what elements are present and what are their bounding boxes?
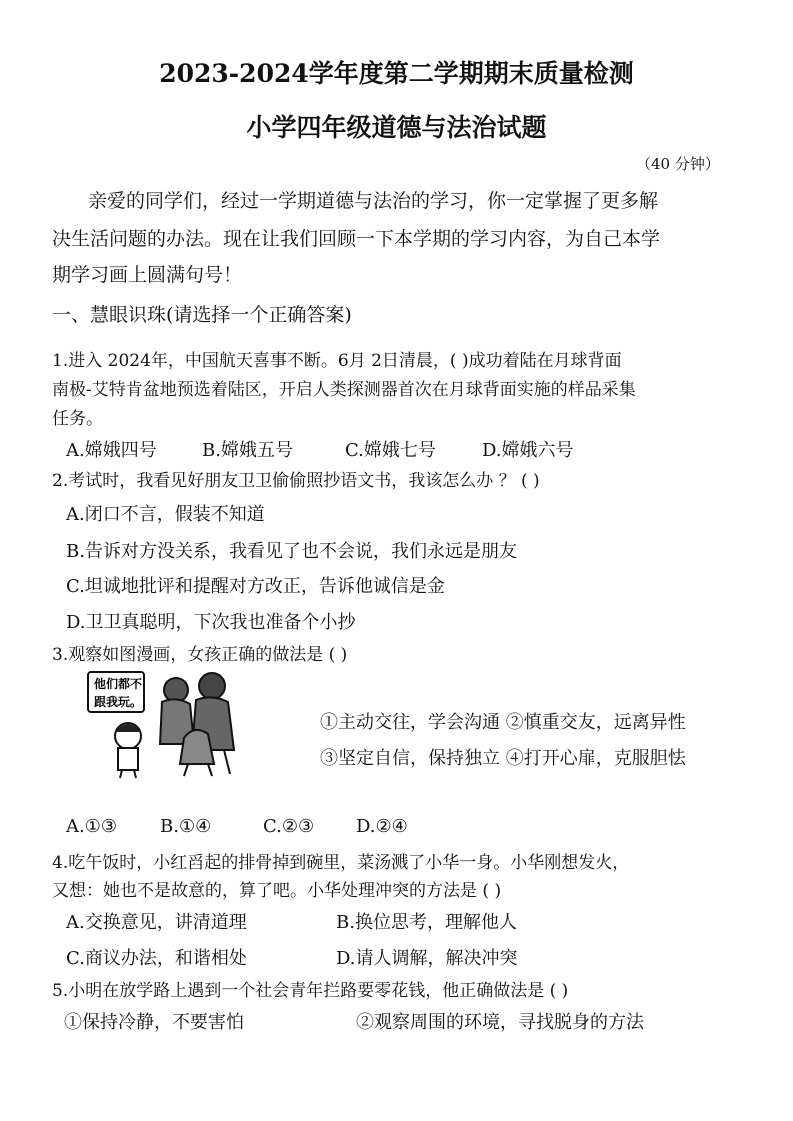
q2-option-c: C.坦诚地批评和提醒对方改正，告诉他诚信是金 xyxy=(66,576,445,597)
q4-line-1: 4.吃午饭时，小红舀起的排骨掉到碗里，菜汤溅了小华一身。小华刚想发火， xyxy=(52,853,630,873)
q3-choices-line-1: ①主动交往，学会沟通 ②慎重交友，远离异性 xyxy=(320,712,686,733)
exam-duration: （40 分钟） xyxy=(636,155,720,173)
q4-option-d: D.请人调解，解决冲突 xyxy=(336,948,518,969)
section-heading: 一、慧眼识珠(请选择一个正确答案) xyxy=(52,304,352,326)
q1-option-c: C.嫦娥七号 xyxy=(345,440,436,461)
q1-line-1: 1.进入 2024年，中国航天喜事不断。6月 2日清晨，( )成功着陆在月球背面 xyxy=(52,351,622,371)
q4-option-c: C.商议办法，和谐相处 xyxy=(66,948,247,969)
q4-option-b: B.换位思考，理解他人 xyxy=(336,912,517,933)
q1-line-2: 南极-艾特肯盆地预选着陆区，开启人类探测器首次在月球背面实施的样品采集 xyxy=(52,380,636,400)
bubble-text-line-2: 跟我玩。 xyxy=(94,695,143,709)
q2-option-d: D.卫卫真聪明，下次我也准备个小抄 xyxy=(66,612,356,633)
q3-option-b: B.①④ xyxy=(160,816,212,837)
q3-option-a: A.①③ xyxy=(66,816,117,837)
q3-choices-line-2: ③坚定自信，保持独立 ④打开心扉，克服胆怯 xyxy=(320,748,686,769)
q5-stem: 5.小明在放学路上遇到一个社会青年拦路要零花钱，他正确做法是 ( ) xyxy=(52,981,569,1001)
exam-title: 2023-2024学年度第二学期期末质量检测 xyxy=(159,59,634,88)
intro-line-1: 亲爱的同学们，经过一学期道德与法治的学习，你一定掌握了更多解 xyxy=(88,190,659,212)
q1-option-a: A.嫦娥四号 xyxy=(66,440,157,461)
intro-line-2: 决生活问题的办法。现在让我们回顾一下本学期的学习内容，为自己本学 xyxy=(52,228,661,250)
q5-choice-1: ①保持冷静，不要害怕 xyxy=(64,1012,244,1033)
q2-option-b: B.告诉对方没关系，我看见了也不会说，我们永远是朋友 xyxy=(66,541,517,562)
q2-option-a: A.闭口不言，假装不知道 xyxy=(66,504,265,525)
exam-subtitle: 小学四年级道德与法治试题 xyxy=(246,113,547,142)
intro-line-3: 期学习画上圆满句号！ xyxy=(52,264,243,286)
q1-option-d: D.嫦娥六号 xyxy=(482,440,574,461)
q3-option-d: D.②④ xyxy=(356,816,408,837)
q4-option-a: A.交换意见，讲清道理 xyxy=(66,912,247,933)
q4-line-2: 又想：她也不是故意的，算了吧。小华处理冲突的方法是 ( ) xyxy=(52,881,502,901)
q3-option-c: C.②③ xyxy=(263,816,315,837)
q2-stem: 2.考试时，我看见好朋友卫卫偷偷照抄语文书，我该怎么办 ？ ( ) xyxy=(52,471,540,491)
bubble-text-line-1: 他们都不 xyxy=(94,677,143,691)
q1-option-b: B.嫦娥五号 xyxy=(202,440,293,461)
comic-illustration xyxy=(84,668,254,780)
q3-stem: 3.观察如图漫画，女孩正确的做法是 ( ) xyxy=(52,645,348,665)
q1-line-3: 任务。 xyxy=(52,409,103,429)
q5-choice-2: ②观察周围的环境，寻找脱身的方法 xyxy=(356,1012,644,1033)
